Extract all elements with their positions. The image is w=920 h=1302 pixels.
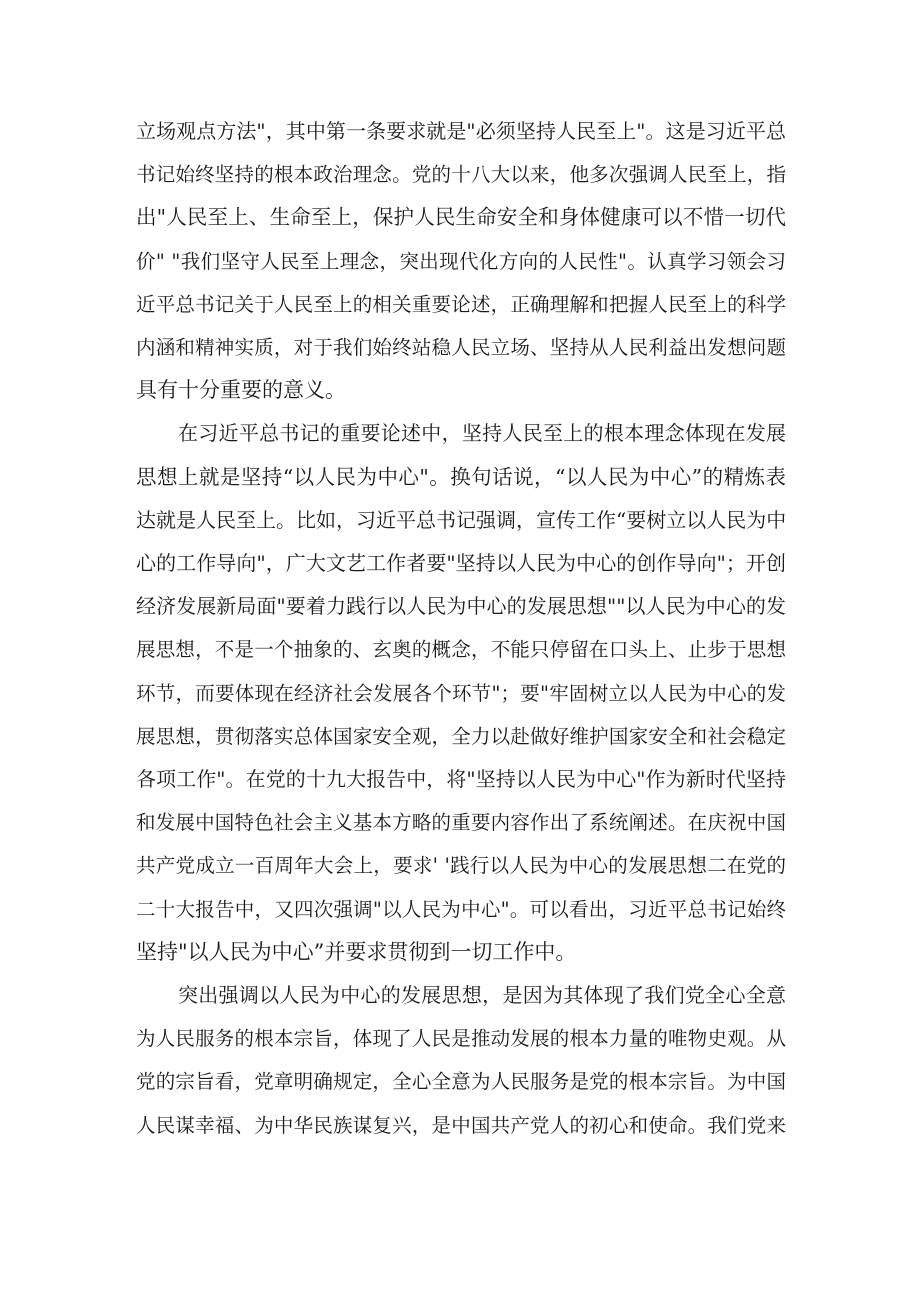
text-line: 思想上就是坚持“以人民为中心"。换句话说，“以人民为中心”的精炼表 xyxy=(136,464,786,489)
paragraph-2 xyxy=(136,412,786,974)
paragraph-1 xyxy=(136,110,786,412)
text-line: 共产党成立一百周年大会上，要求' '践行以人民为中心的发展思想二在党的 xyxy=(136,854,786,878)
text-line: 党的宗旨看，党章明确规定，全心全意为人民服务是党的根本宗旨。为中国 xyxy=(136,1070,786,1094)
document-body xyxy=(136,110,786,1147)
text-line: 各项工作"。在党的十九大报告中，将"坚持以人民为中心"作为新时代坚持 xyxy=(136,767,786,792)
text-line: 近平总书记关于人民至上的相关重要论述，正确理解和把握人民至上的科学 xyxy=(136,292,786,316)
text-line: 内涵和精神实质，对于我们始终站稳人民立场、坚持从人民利益出发想问题 xyxy=(136,336,786,360)
text-line: 书记始终坚持的根本政治理念。党的十八大以来，他多次强调人民至上，指 xyxy=(136,163,786,187)
paragraph-3 xyxy=(136,974,786,1147)
text-line: 心的工作导向"，广大文艺工作者要"坚持以人民为中心的创作导向"；开创 xyxy=(136,551,786,576)
text-line: 展思想，贯彻落实总体国家安全观，全力以赴做好维护国家安全和社会稳定 xyxy=(136,724,786,748)
text-line: 出"人民至上、生命至上，保护人民生命安全和身体健康可以不惜一切代 xyxy=(136,205,786,230)
text-line: 立场观点方法"，其中第一条要求就是"必须坚持人民至上"。这是习近平总 xyxy=(136,119,786,143)
text-line: 和发展中国特色社会主义基本方略的重要内容作出了系统阐述。在庆祝中国 xyxy=(136,811,786,835)
text-line: 达就是人民至上。比如，习近平总书记强调，宣传工作“要树立以人民为中 xyxy=(136,507,787,532)
text-line: 价" "我们坚守人民至上理念，突出现代化方向的人民性"。认真学习领会习 xyxy=(136,249,786,273)
text-line: 为人民服务的根本宗旨，体现了人民是推动发展的根本力量的唯物史观。从 xyxy=(136,1027,786,1051)
text-line: 展思想，不是一个抽象的、玄奥的概念，不能只停留在口头上、止步于思想 xyxy=(136,638,786,662)
text-line: 人民谋幸福、为中华民族谋复兴，是中国共产党人的初心和使命。我们党来 xyxy=(136,1113,786,1137)
text-line: 突出强调以人民为中心的发展思想，是因为其体现了我们党全心全意 xyxy=(178,983,786,1008)
text-line: 具有十分重要的意义。 xyxy=(136,378,346,403)
text-line: 在习近平总书记的重要论述中，坚持人民至上的根本理念体现在发展 xyxy=(178,421,786,446)
text-line: 环节，而要体现在经济社会发展各个环节"；要"牢固树立以人民为中心的发 xyxy=(136,681,786,705)
text-line: 二十大报告中，又四次强调"以人民为中心"。可以看出，习近平总书记始终 xyxy=(136,897,786,921)
text-line: 经济发展新局面"要着力践行以人民为中心的发展思想""以人民为中心的发 xyxy=(136,594,786,619)
text-line: 坚持"以人民为中心”并要求贯彻到一切工作中。 xyxy=(136,939,577,964)
